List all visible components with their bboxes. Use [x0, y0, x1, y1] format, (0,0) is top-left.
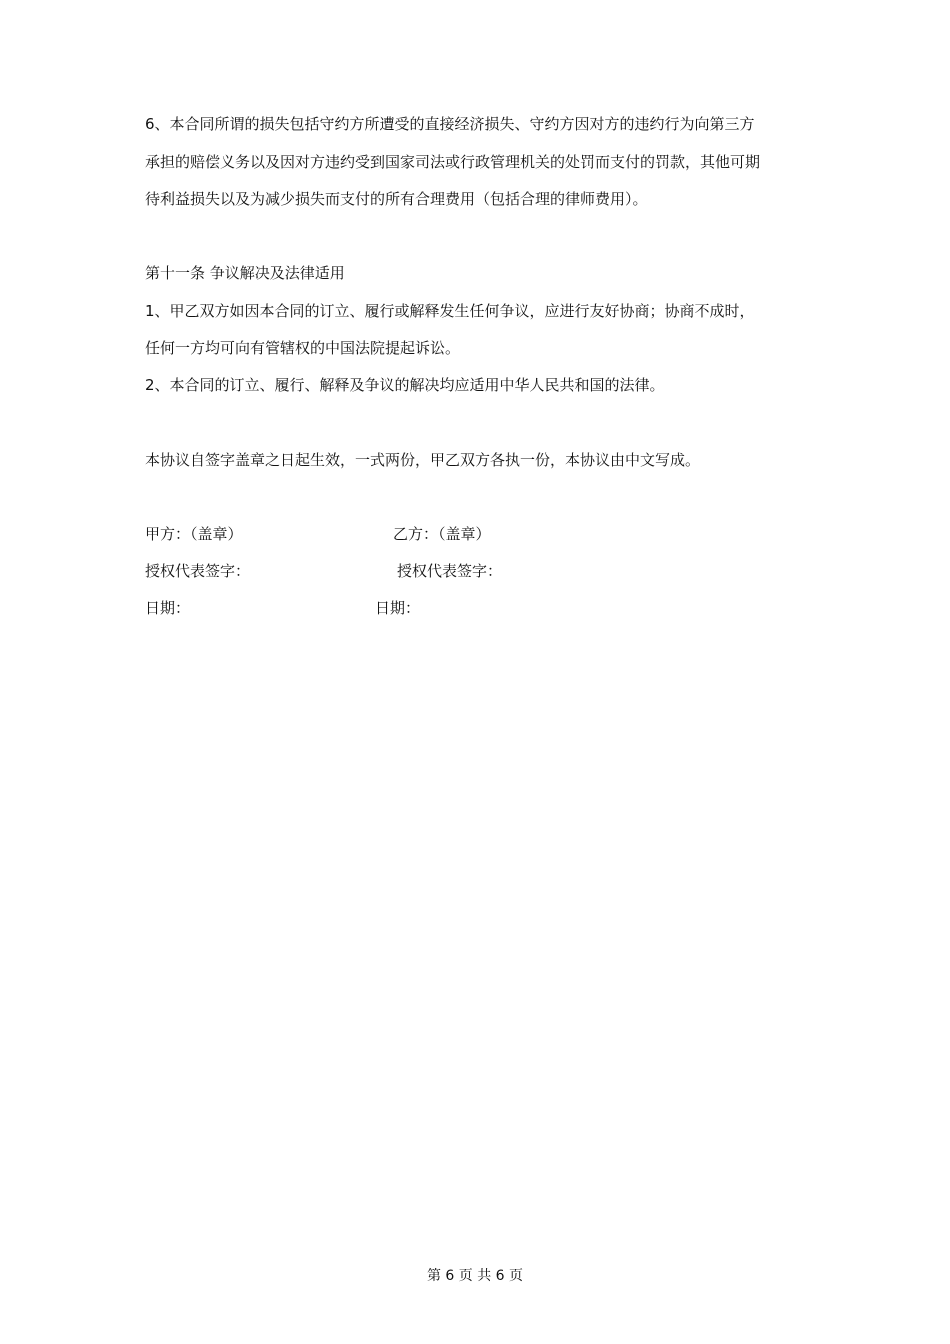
article-11-item-1-line-2: 任何一方均可向有管辖权的中国法院提起诉讼。 — [145, 339, 461, 357]
effect-clause: 本协议自签字盖章之日起生效，一式两份，甲乙双方各执一份，本协议由中文写成。 — [145, 451, 701, 469]
party-a-seal-label: 甲方：（盖章） — [145, 525, 243, 543]
article-11-item-1-line-1: 1、甲乙双方如因本合同的订立、履行或解释发生任何争议，应进行友好协商；协商不成时， — [145, 302, 755, 320]
signature-date-row — [145, 598, 421, 618]
signature-party-row — [145, 524, 491, 544]
clause-6-line-2: 承担的赔偿义务以及因对方违约受到国家司法或行政管理机关的处罚而支付的罚款，其他可期 — [145, 153, 761, 171]
clause-6-line-1: 6、本合同所谓的损失包括守约方所遭受的直接经济损失、守约方因对方的违约行为向第三方 — [145, 115, 755, 133]
page-footer-number: 第 6 页 共 6 页 — [426, 1268, 524, 1284]
article-11-item-2: 2、本合同的订立、履行、解释及争议的解决均应适用中华人民共和国的法律。 — [145, 376, 665, 394]
party-a-representative-label: 授权代表签字： — [145, 562, 251, 580]
party-b-date-label: 日期： — [375, 599, 421, 617]
party-a-date-label: 日期： — [145, 599, 191, 617]
signature-representative-row — [145, 561, 503, 581]
party-b-representative-label: 授权代表签字： — [397, 562, 503, 580]
party-b-seal-label: 乙方：（盖章） — [393, 525, 491, 543]
clause-6-line-3: 待利益损失以及为减少损失而支付的所有合理费用（包括合理的律师费用）。 — [145, 190, 648, 208]
article-11-title: 第十一条 争议解决及法律适用 — [145, 264, 345, 282]
